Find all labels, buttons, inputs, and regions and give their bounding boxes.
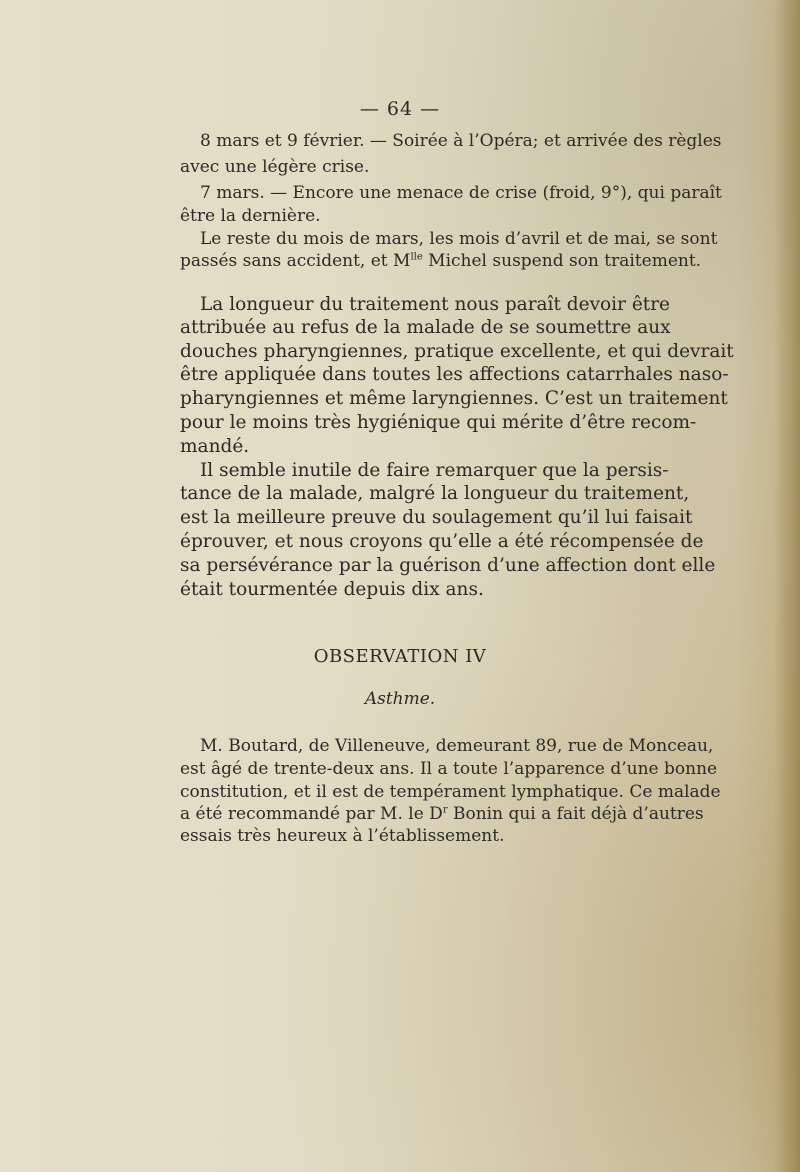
text-line (180, 804, 704, 824)
page-number: — 64 — (359, 98, 441, 120)
text-line: 8 mars et 9 février. — Soirée à l’Opéra; et arrivée des règles (200, 131, 722, 151)
text-line: M. Boutard, de Villeneuve, demeurant 89, rue de Monceau, (200, 736, 714, 756)
section-subheading: Asthme. (364, 689, 436, 709)
text-line: La longueur du traitement nous paraît devoir être (200, 294, 670, 315)
text-line: pharyngiennes et même laryngiennes. C’est un traitement (180, 388, 728, 409)
text-line: sa persévérance par la guérison d’une affection dont elle (180, 555, 716, 576)
text-line: est âgé de trente-deux ans. Il a toute l’apparence d’une bonne (180, 759, 718, 779)
superscript: lle (410, 251, 423, 263)
page-edge-shadow (774, 0, 800, 1172)
text-fragment: Bonin qui a fait déjà d’autres (447, 804, 704, 824)
text-line: être appliquée dans toutes les affections catarrhales naso- (180, 364, 729, 385)
superscript: r (442, 804, 448, 816)
text-line: tance de la malade, malgré la longueur du traitement, (180, 483, 690, 504)
text-line: était tourmentée depuis dix ans. (180, 579, 484, 600)
text-line: Il semble inutile de faire remarquer que la persis- (200, 460, 669, 481)
text-fragment: passés sans accident, et M (180, 251, 411, 271)
text-line: douches pharyngiennes, pratique excellente, et qui devrait (180, 341, 734, 362)
text-line: pour le moins très hygiénique qui mérite d’être recom- (180, 412, 697, 433)
text-line: est la meilleure preuve du soulagement qu’il lui faisait (180, 507, 693, 528)
text-line: essais très heureux à l’établissement. (180, 826, 505, 846)
text-line: mandé. (180, 436, 250, 457)
text-line: 7 mars. — Encore une menace de crise (froid, 9°), qui paraît (200, 183, 722, 203)
text-line: constitution, et il est de tempérament lymphatique. Ce malade (180, 782, 721, 802)
section-heading: OBSERVATION IV (313, 646, 487, 667)
text-line: être la dernière. (180, 206, 321, 226)
text-line: attribuée au refus de la malade de se soumettre aux (180, 317, 671, 338)
text-fragment: a été recommandé par M. le D (180, 804, 443, 824)
text-line: éprouver, et nous croyons qu’elle a été récompensée de (180, 531, 704, 552)
text-line: Le reste du mois de mars, les mois d’avril et de mai, se sont (200, 229, 718, 249)
text-fragment: Michel suspend son traitement. (422, 251, 702, 271)
text-line: avec une légère crise. (180, 157, 370, 177)
text-line (180, 251, 702, 271)
